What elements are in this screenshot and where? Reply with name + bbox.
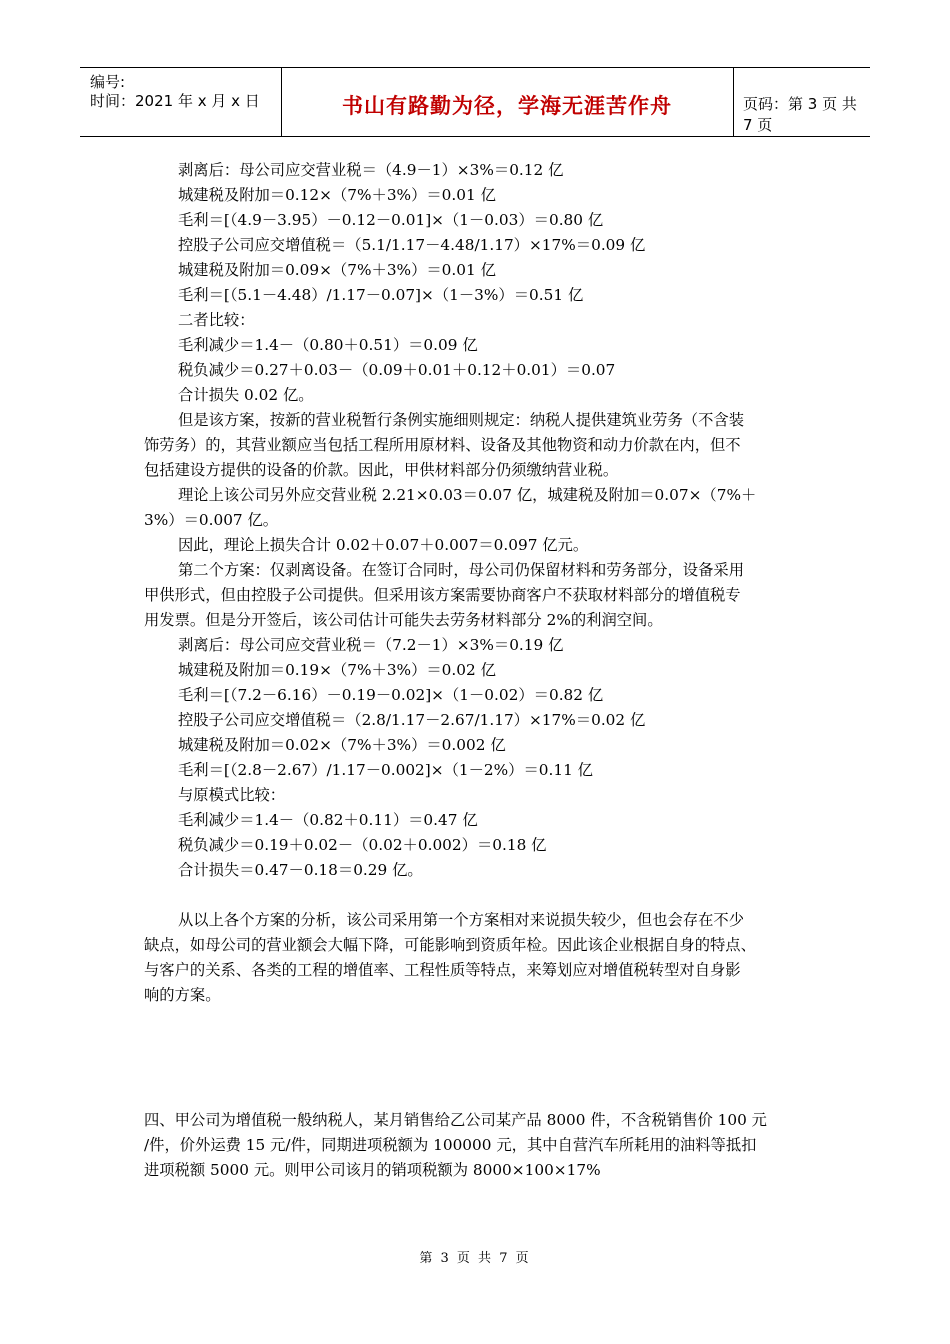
body-text-line: 3%）＝0.007 亿。 [144, 511, 279, 529]
body-text-line: 剥离后：母公司应交营业税＝（4.9－1）×3%＝0.12 亿 [178, 161, 564, 179]
body-text-line: 毛利＝[（2.8－2.67）/1.17－0.002]×（1－2%）＝0.11 亿 [178, 761, 593, 779]
header-page-cell [733, 68, 870, 136]
document-number-label: 编号: [90, 73, 126, 91]
body-text-line: 饰劳务）的，其营业额应当包括工程所用原材料、设备及其他物资和动力价款在内，但不 [144, 436, 741, 454]
header-page-info: 页码：第 3 页 共 7 页 [743, 95, 857, 134]
body-text-line: /件，价外运费 15 元/件，同期进项税额为 100000 元，其中自营汽车所耗用的油料等抵扣 [144, 1136, 757, 1154]
body-text-line: 城建税及附加＝0.12×（7%＋3%）＝0.01 亿 [178, 186, 496, 204]
header-motto-cell [281, 68, 734, 136]
page-footer: 第 3 页 共 7 页 [419, 1251, 531, 1266]
body-text-line: 与原模式比较： [178, 786, 286, 804]
body-text-line: 税负减少＝0.27＋0.03－（0.09＋0.01＋0.12＋0.01）＝0.07 [178, 361, 616, 379]
body-text-line: 城建税及附加＝0.09×（7%＋3%）＝0.01 亿 [178, 261, 496, 279]
body-text-line: 二者比较： [178, 311, 255, 329]
page-header [80, 67, 870, 137]
blank-line [144, 1008, 810, 1033]
body-text-line: 理论上该公司另外应交营业税 2.21×0.03＝0.07 亿，城建税及附加＝0.07×（7%＋ [178, 486, 757, 504]
body-text-line: 响的方案。 [144, 986, 221, 1004]
blank-line [144, 883, 810, 908]
header-meta-cell [80, 68, 282, 136]
blank-line [144, 1083, 810, 1108]
header-motto: 书山有路勤为径，学海无涯苦作舟 [342, 94, 672, 118]
body-text-line: 毛利减少＝1.4－（0.82＋0.11）＝0.47 亿 [178, 811, 478, 829]
body-text-line: 毛利＝[（4.9－3.95）－0.12－0.01]×（1－0.03）＝0.80 亿 [178, 211, 604, 229]
body-text-line: 四、甲公司为增值税一般纳税人，某月销售给乙公司某产品 8000 件，不含税销售价 100 元 [144, 1111, 767, 1129]
body-text-line: 合计损失＝0.47－0.18＝0.29 亿。 [178, 861, 423, 879]
body-text-line: 毛利＝[（7.2－6.16）－0.19－0.02]×（1－0.02）＝0.82 亿 [178, 686, 604, 704]
body-text-line: 进项税额 5000 元。则甲公司该月的销项税额为 8000×100×17% [144, 1161, 601, 1179]
body-text-line: 与客户的关系、各类的工程的增值率、工程性质等特点，来筹划应对增值税转型对自身影 [144, 961, 741, 979]
body-text-line: 但是该方案，按新的营业税暂行条例实施细则规定：纳税人提供建筑业劳务（不含装 [178, 411, 744, 429]
body-text-line: 因此，理论上损失合计 0.02＋0.07＋0.007＝0.097 亿元。 [178, 536, 589, 554]
body-text-line: 毛利＝[（5.1－4.48）/1.17－0.07]×（1－3%）＝0.51 亿 [178, 286, 584, 304]
body-text-line: 第二个方案：仅剥离设备。在签订合同时，母公司仍保留材料和劳务部分，设备采用 [178, 561, 744, 579]
body-text-line: 控股子公司应交增值税＝（5.1/1.17－4.48/1.17）×17%＝0.09 亿 [178, 236, 646, 254]
body-text-line: 甲供形式，但由控股子公司提供。但采用该方案需要协商客户不获取材料部分的增值税专 [144, 586, 741, 604]
body-text-line: 城建税及附加＝0.02×（7%＋3%）＝0.002 亿 [178, 736, 506, 754]
document-date-label: 时间：2021 年 x 月 x 日 [90, 92, 260, 110]
body-text-line: 税负减少＝0.19＋0.02－（0.02＋0.002）＝0.18 亿 [178, 836, 547, 854]
blank-line [144, 1058, 810, 1083]
body-text-line: 控股子公司应交增值税＝（2.8/1.17－2.67/1.17）×17%＝0.02 亿 [178, 711, 646, 729]
body-text-line: 剥离后：母公司应交营业税＝（7.2－1）×3%＝0.19 亿 [178, 636, 564, 654]
body-text-line: 合计损失 0.02 亿。 [178, 386, 314, 404]
body-text-line: 包括建设方提供的设备的价款。因此，甲供材料部分仍须缴纳营业税。 [144, 461, 619, 479]
body-text-line: 毛利减少＝1.4－（0.80＋0.51）＝0.09 亿 [178, 336, 478, 354]
body-text-line: 从以上各个方案的分析，该公司采用第一个方案相对来说损失较少，但也会存在不少 [178, 911, 744, 929]
body-text-line: 城建税及附加＝0.19×（7%＋3%）＝0.02 亿 [178, 661, 496, 679]
body-text-line: 缺点，如母公司的营业额会大幅下降，可能影响到资质年检。因此该企业根据自身的特点、 [144, 936, 756, 954]
document-body [144, 158, 810, 1183]
body-text-line: 用发票。但是分开签后，该公司估计可能失去劳务材料部分 2%的利润空间。 [144, 611, 663, 629]
blank-line [144, 1033, 810, 1058]
